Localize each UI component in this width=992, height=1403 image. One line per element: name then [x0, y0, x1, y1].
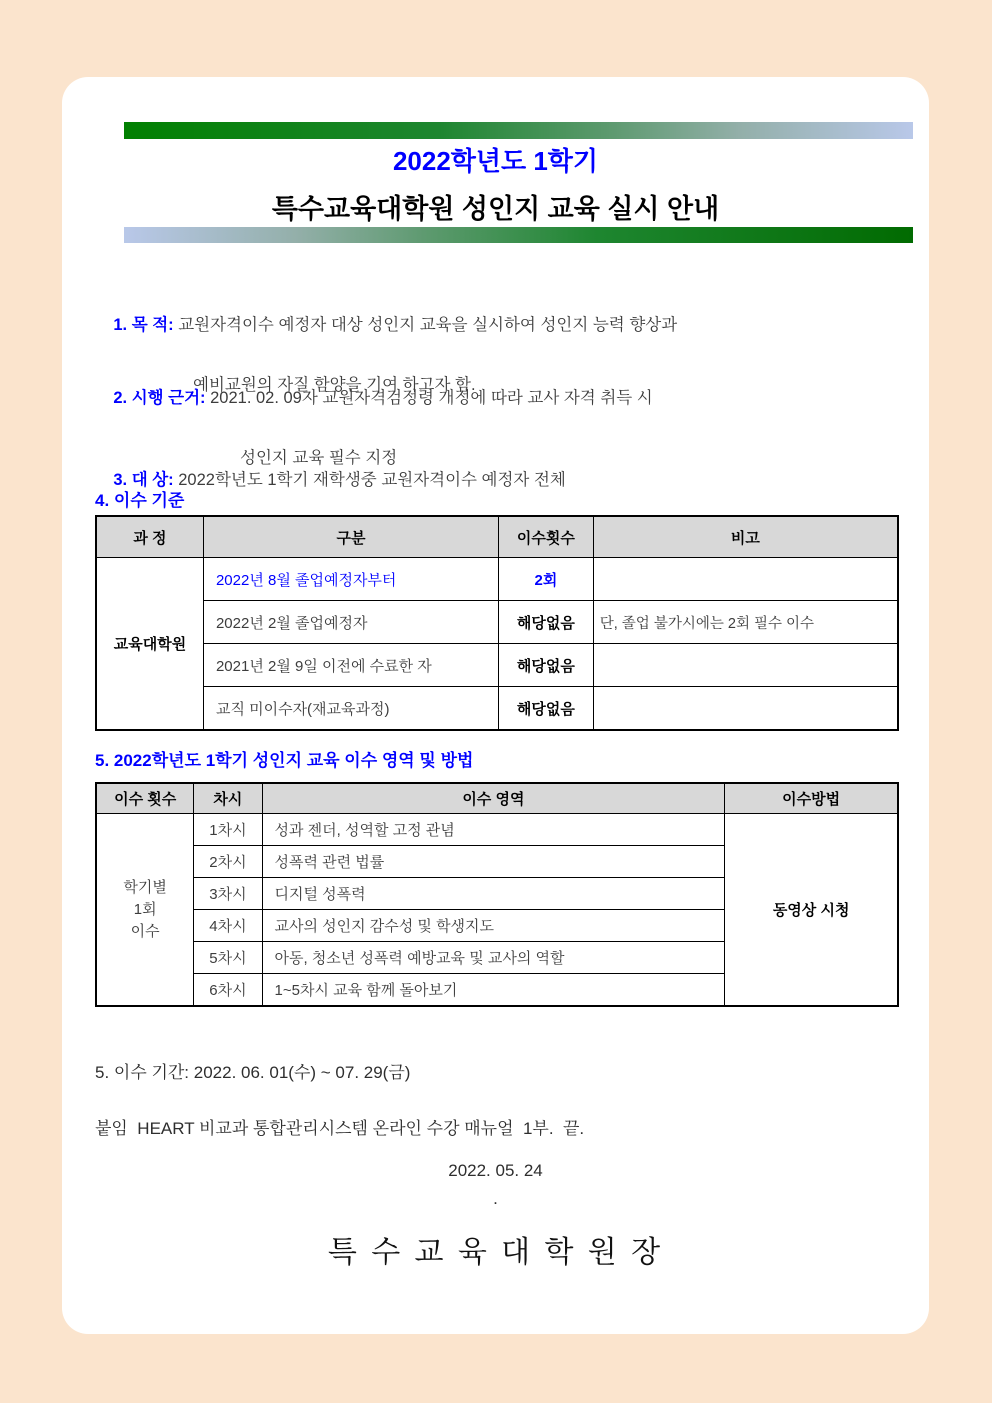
section-basis-label: 2. 시행 근거:: [113, 389, 211, 407]
method-frequency-cell: [96, 814, 194, 1007]
criteria-division-cell: 2021년 2월 9일 이전에 수료한 자: [203, 644, 498, 687]
document-subtitle: 2022학년도 1학기: [392, 146, 599, 176]
criteria-count-cell: 2회: [499, 558, 594, 601]
attachment-line: 붙임 HEART 비교과 통합관리시스템 온라인 수강 매뉴얼 1부. 끝.: [95, 1119, 585, 1138]
session-cell: 6차시: [194, 974, 262, 1007]
area-cell: 성폭력 관련 법률: [262, 846, 725, 878]
frequency-line: 1회: [133, 900, 157, 918]
criteria-count-cell: 해당없음: [499, 687, 594, 731]
method-cell: 동영상 시청: [725, 814, 898, 1007]
criteria-division-cell: 교직 미이수자(재교육과정): [203, 687, 498, 731]
criteria-note-cell: [593, 644, 898, 687]
criteria-count-cell: 해당없음: [499, 601, 594, 644]
criteria-header-course: 과 정: [96, 516, 203, 558]
header-gradient-bar-bottom: [124, 227, 913, 243]
method-header-frequency: 이수 횟수: [96, 783, 194, 814]
session-cell: 1차시: [194, 814, 262, 846]
criteria-header-note: 비고: [593, 516, 898, 558]
method-table: [95, 782, 899, 1007]
section-purpose-line1: 교원자격이수 예정자 대상 성인지 교육을 실시하여 성인지 능력 향상과: [178, 316, 678, 334]
table-row: [96, 687, 898, 731]
table-row: [96, 814, 898, 846]
section-target: [95, 435, 895, 525]
section-purpose-line2: 예비교원의 자질 함양을 기여 하고자 함.: [193, 376, 476, 394]
criteria-note-cell: [593, 558, 898, 601]
document-card: [62, 77, 929, 1334]
area-cell: 성과 젠더, 성역할 고정 관념: [262, 814, 725, 846]
completion-period-line: 5. 이수 기간: 2022. 06. 01(수) ~ 07. 29(금): [95, 1063, 411, 1082]
area-cell: 교사의 성인지 감수성 및 학생지도: [262, 910, 725, 942]
criteria-division-cell: 2022년 8월 졸업예정자부터: [203, 558, 498, 601]
method-header-session: 차시: [194, 783, 262, 814]
criteria-table: [95, 515, 899, 731]
method-header-method: 이수방법: [725, 783, 898, 814]
section-target-label: 3. 대 상:: [113, 471, 179, 489]
table-row: [96, 601, 898, 644]
session-cell: 5차시: [194, 942, 262, 974]
criteria-header-row: [96, 516, 898, 558]
criteria-heading: 4. 이수 기준: [95, 491, 185, 510]
criteria-header-count: 이수횟수: [499, 516, 594, 558]
section-target-line1: 2022학년도 1학기 재학생중 교원자격이수 예정자 전체: [178, 471, 566, 489]
session-cell: 2차시: [194, 846, 262, 878]
area-cell: 1~5차시 교육 함께 돌아보기: [262, 974, 725, 1007]
area-cell: 디지털 성폭력: [262, 878, 725, 910]
method-header-area: 이수 영역: [262, 783, 725, 814]
criteria-division-cell: 2022년 2월 졸업예정자: [203, 601, 498, 644]
section-purpose-label: 1. 목 적:: [113, 316, 179, 334]
section-basis-line2: 성인지 교육 필수 지정: [240, 449, 398, 467]
criteria-course-cell: 교육대학원: [96, 558, 203, 731]
frequency-line: 이수: [130, 922, 160, 940]
criteria-note-cell: 단, 졸업 불가시에는 2회 필수 이수: [593, 601, 898, 644]
criteria-count-cell: 해당없음: [499, 644, 594, 687]
frequency-line: 학기별: [123, 878, 167, 896]
session-cell: 4차시: [194, 910, 262, 942]
criteria-note-cell: [593, 687, 898, 731]
area-cell: 아동, 청소년 성폭력 예방교육 및 교사의 역할: [262, 942, 725, 974]
document-date: 2022. 05. 24: [448, 1161, 543, 1180]
header-gradient-bar-top: [124, 122, 913, 139]
dot-mark: .: [493, 1189, 498, 1208]
method-header-row: [96, 783, 898, 814]
table-row: [96, 644, 898, 687]
signature-title: 특 수 교 육 대 학 원 장: [327, 1236, 664, 1269]
session-cell: 3차시: [194, 878, 262, 910]
document-title: 특수교육대학원 성인지 교육 실시 안내: [271, 194, 720, 224]
method-heading: 5. 2022학년도 1학기 성인지 교육 이수 영역 및 방법: [95, 751, 474, 770]
table-row: [96, 558, 898, 601]
criteria-header-division: 구분: [203, 516, 498, 558]
section-basis-line1: 2021. 02. 09자 교원자격검정령 개정에 따라 교사 자격 취득 시: [210, 389, 653, 407]
